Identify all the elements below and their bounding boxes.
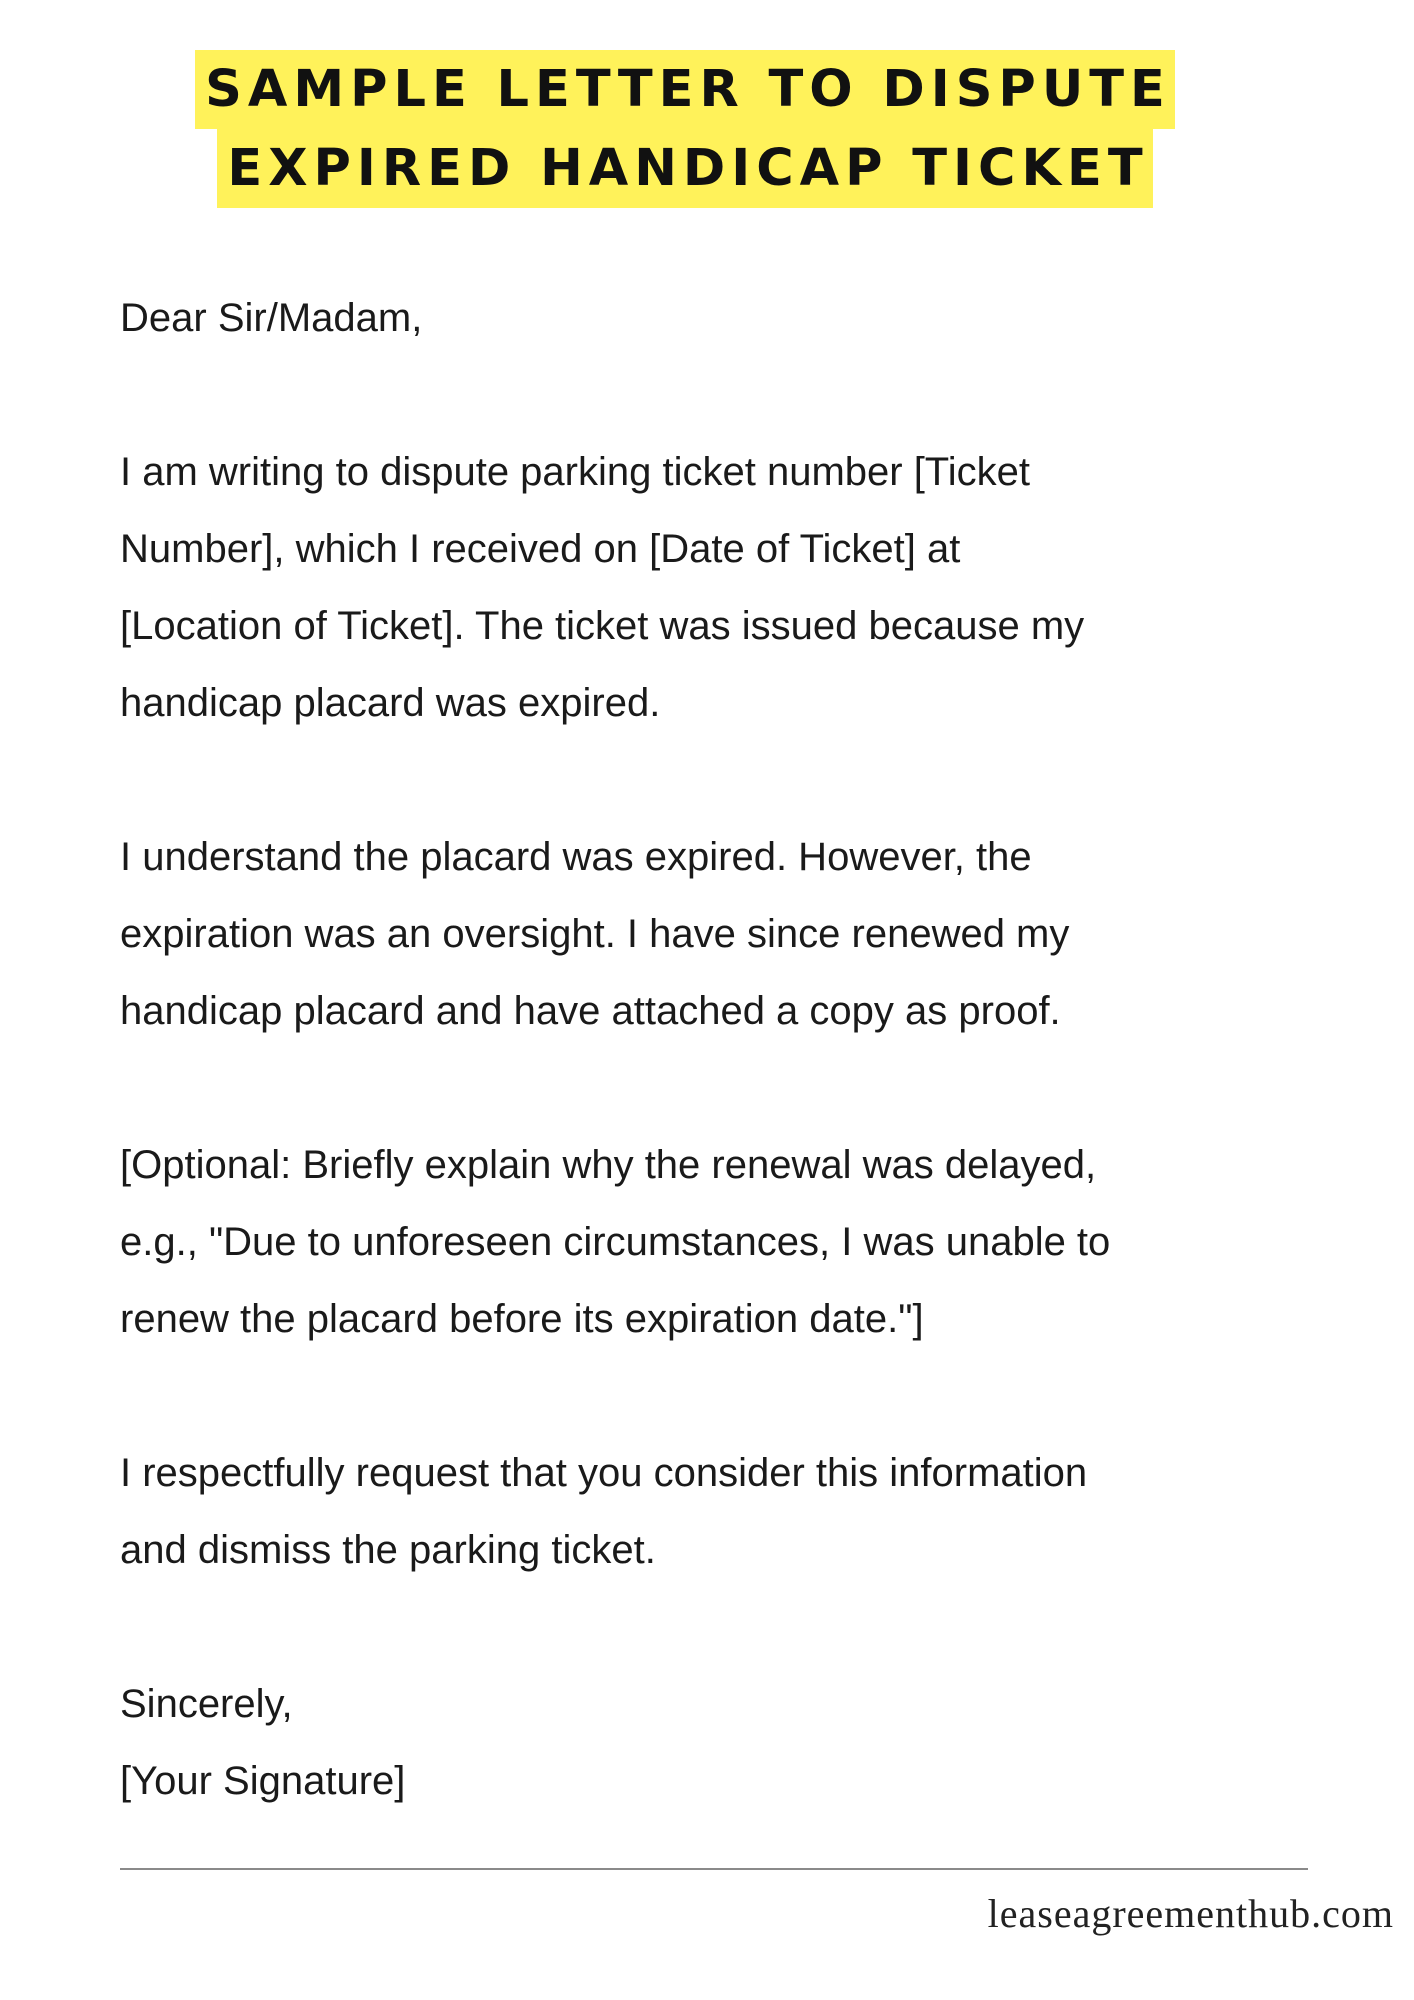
- paragraph-1: [120, 434, 1320, 742]
- letter-body: [120, 280, 1320, 1820]
- paragraph-4: [120, 1435, 1320, 1589]
- footer-divider: [120, 1868, 1308, 1870]
- paragraph-line: renew the placard before its expiration date."]: [120, 1297, 924, 1341]
- paragraph-line: and dismiss the parking ticket.: [120, 1528, 656, 1572]
- title-line-1: SAMPLE LETTER TO DISPUTE: [195, 50, 1175, 129]
- paragraph-line: [Optional: Briefly explain why the renewal was delayed,: [120, 1143, 1097, 1187]
- paragraph-line: handicap placard was expired.: [120, 681, 661, 725]
- page-title: [0, 50, 1370, 208]
- signature-placeholder: [Your Signature]: [120, 1759, 406, 1803]
- paragraph-line: handicap placard and have attached a copy as proof.: [120, 989, 1061, 1033]
- title-line-2: EXPIRED HANDICAP TICKET: [217, 129, 1152, 208]
- paragraph-line: Number], which I received on [Date of Ticket] at: [120, 527, 961, 571]
- paragraph-3: [120, 1127, 1320, 1358]
- paragraph-line: [Location of Ticket]. The ticket was issued because my: [120, 604, 1085, 648]
- salutation: Dear Sir/Madam,: [120, 296, 423, 340]
- paragraph-line: I understand the placard was expired. However, the: [120, 835, 1032, 879]
- paragraph-2: [120, 819, 1320, 1050]
- paragraph-line: e.g., "Due to unforeseen circumstances, I was unable to: [120, 1220, 1111, 1264]
- footer-website: leaseagreementhub.com: [987, 1891, 1394, 1936]
- paragraph-line: I am writing to dispute parking ticket number [Ticket: [120, 450, 1030, 494]
- paragraph-line: expiration was an oversight. I have since renewed my: [120, 912, 1070, 956]
- paragraph-line: I respectfully request that you consider this information: [120, 1451, 1088, 1495]
- closing: Sincerely,: [120, 1682, 293, 1726]
